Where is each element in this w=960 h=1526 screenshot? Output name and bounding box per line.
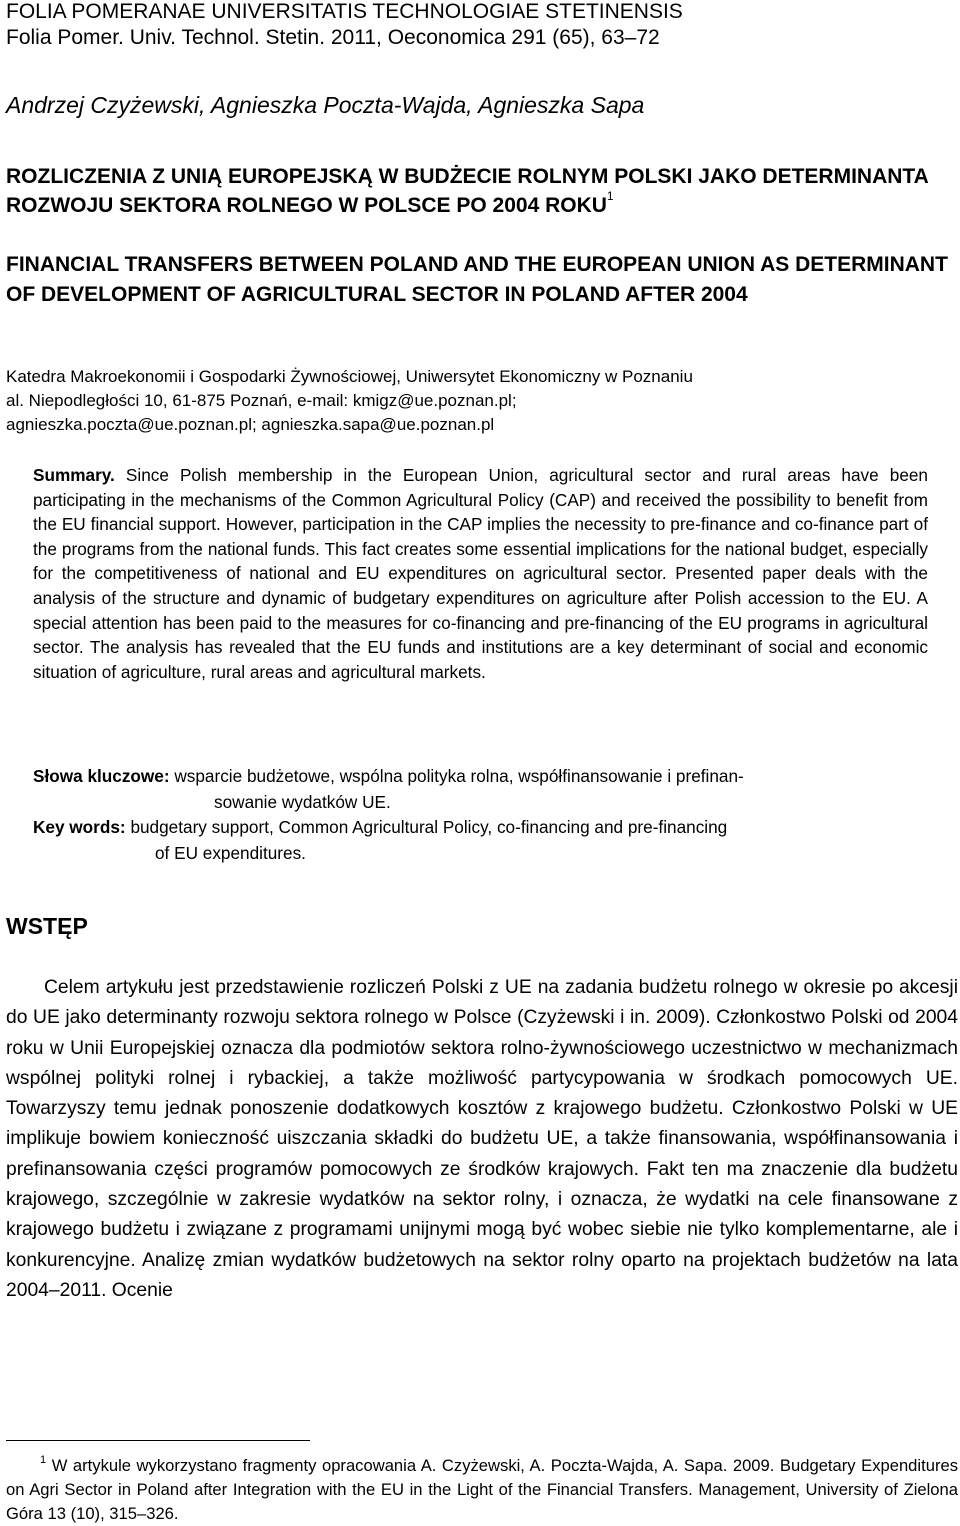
title-polish-text: ROZLICZENIA Z UNIĄ EUROPEJSKĄ W BUDŻECIE ROLNYM POLSKI JAKO DETERMINANTA ROZWOJU SEKTORA ROLNEGO W POLSCE PO 2004 ROKU [6,165,929,217]
footnote-mark: 1 [40,1454,47,1466]
affiliation-line: al. Niepodległości 10, 61-875 Poznań, e-mail: kmigz@ue.poznan.pl; [6,391,517,410]
affiliation-line: Katedra Makroekonomii i Gospodarki Żywnościowej, Uniwersytet Ekonomiczny w Poznaniu [6,367,693,386]
keywords-polish-line1: wsparcie budżetowe, wspólna polityka rolna, współfinansowanie i prefinan- [174,766,744,786]
affiliation-line: agnieszka.poczta@ue.poznan.pl; agnieszka.sapa@ue.poznan.pl [6,415,495,434]
keywords-english-line2: of EU expenditures. [155,843,306,863]
keywords-english [33,814,928,866]
title-polish [6,162,956,220]
keywords-polish-label: Słowa kluczowe: [33,766,170,786]
keywords-polish [33,763,928,815]
keywords-polish-line2: sowanie wydatków UE. [214,792,391,812]
title-footnote-mark: 1 [606,189,614,203]
footnote-divider [6,1440,310,1441]
section-heading: WSTĘP [6,913,88,939]
footnote [6,1454,958,1526]
keywords-english-label: Key words: [33,817,126,837]
keywords-english-line1: budgetary support, Common Agricultural Policy, co-financing and pre-financing [130,817,728,837]
summary-paragraph [33,463,928,684]
intro-paragraph: Celem artykułu jest przedstawienie rozliczeń Polski z UE na zadania budżetu rolnego w okresie po akcesji do UE jako determinanty rozwoju sektora rolnego w Polsce (Czyżewski i in. 2009). Członkostwo Polski od 2004 roku w Unii Europejskiej oznacza dla podmiotów sektora rolno-żywnościowego uczestnictwo w mechanizmach wspólnej polityki rolnej i rybackiej, a także możliwość partycypowania w środkach pomocowych UE. Towarzyszy temu jednak ponoszenie dodatkowych kosztów z krajowego budżetu. Członkostwo Polski w UE implikuje bowiem konieczność uiszczania składki do budżetu UE, a także finansowania, współfinansowania i prefinansowania części programów pomocowych ze środków krajowych. Fakt ten ma znaczenie dla budżetu krajowego, szczególnie w zakresie wydatków na sektor rolny, i oznacza, że wydatki na cele finansowane z krajowego budżetu i związane z programami unijnymi mogą być wobec siebie nie tylko komplementarne, ale i konkurencyjne. Analizę zmian wydatków budżetowych na sektor rolny oparto na projektach budżetów na lata 2004–2011. Ocenie [6,977,958,1301]
summary-label: Summary. [33,465,115,485]
title-english: FINANCIAL TRANSFERS BETWEEN POLAND AND THE EUROPEAN UNION AS DETERMINANT OF DEVELOPMENT OF AGRICULTURAL SECTOR IN POLAND AFTER 2004 [6,253,948,306]
summary-text: Since Polish membership in the European Union, agricultural sector and rural areas have been participating in the mechanisms of the Common Agricultural Policy (CAP) and received the possibility to benefit from the EU financial support. However, participation in the CAP implies the necessity to pre-finance and co-finance part of the programs from the national funds. This fact creates some essential implications for the national budget, especially for the competitiveness of national and EU expenditures on agricultural sector. Presented paper deals with the analysis of the structure and dynamic of budgetary expenditures on agriculture after Polish accession to the EU. A special attention has been paid to the measures for co-financing and pre-financing of the EU programs in agricultural sector. The analysis has revealed that the EU funds and institutions are a key determinant of social and economic situation of agriculture, rural areas and agricultural markets. [33,465,928,682]
journal-citation: Folia Pomer. Univ. Technol. Stetin. 2011, Oeconomica 291 (65), 63–72 [6,26,660,49]
affiliation [6,365,956,437]
footnote-text: W artykule wykorzystano fragmenty opracowania A. Czyżewski, A. Poczta-Wajda, A. Sapa. 2009. Budgetary Expenditures on Agri Sector in Poland after Integration with the EU in the Light of the Financial Transfers. Management, University of Zielona Góra 13 (10), 315–326. [6,1456,958,1523]
authors: Andrzej Czyżewski, Agnieszka Poczta-Wajda, Agnieszka Sapa [6,92,645,118]
journal-name: FOLIA POMERANAE UNIVERSITATIS TECHNOLOGIAE STETINENSIS [6,0,683,23]
